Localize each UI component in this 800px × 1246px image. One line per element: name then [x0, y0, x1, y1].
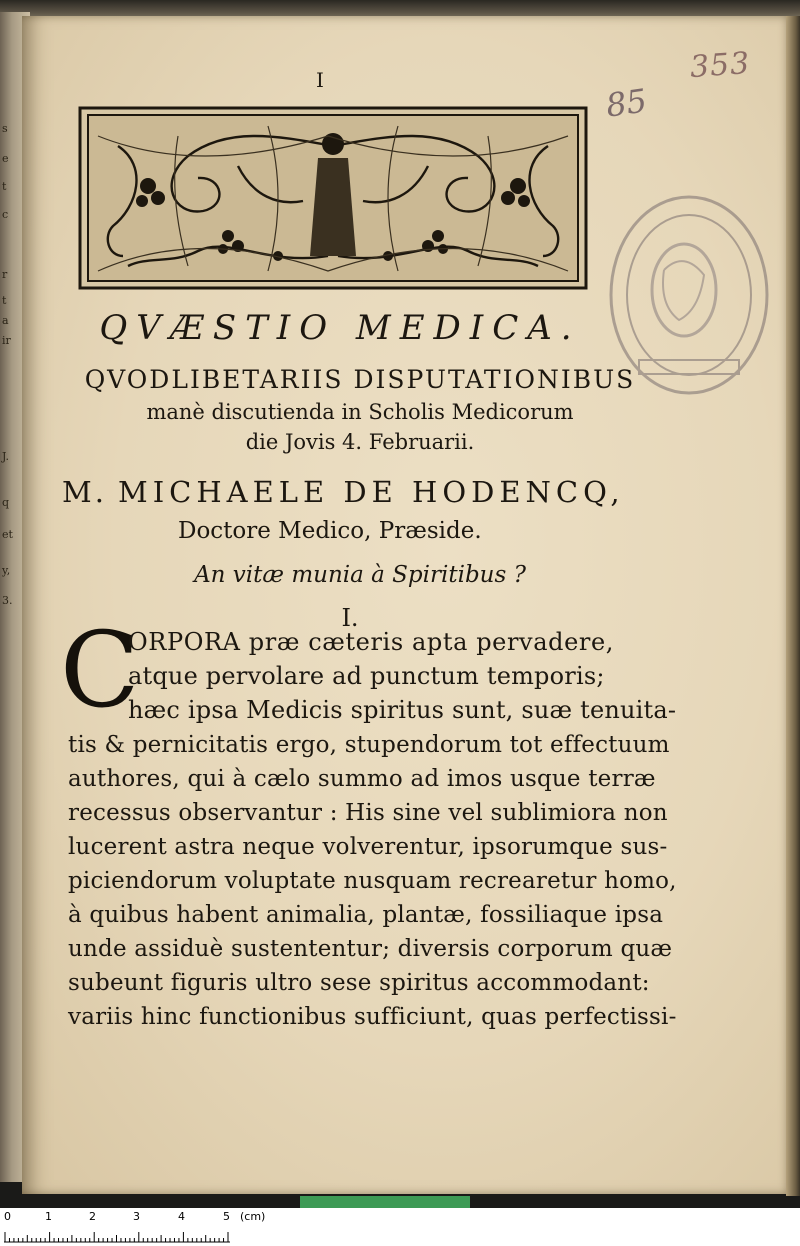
- disputation-line: QVODLIBETARIIS DISPUTATIONIBUS: [84, 365, 636, 394]
- body-line: tis & pernicitatis ergo, stupendorum tot effectuum: [68, 732, 670, 758]
- ruler-label: 5: [223, 1210, 230, 1223]
- body-line: piciendorum voluptate nusquam recrearetur homo,: [68, 868, 677, 894]
- ruler-unit-label: (cm): [240, 1210, 266, 1223]
- prev-page-fragment: e: [2, 152, 9, 165]
- prev-page-fragment: r: [2, 268, 8, 281]
- body-line: à quibus habent animalia, plantæ, fossiliaque ipsa: [68, 902, 664, 928]
- prev-page-fragment: J.: [2, 450, 10, 463]
- prev-page-fragment: a: [2, 314, 9, 327]
- ruler-ticks: [0, 1224, 240, 1244]
- question-line: An vitæ munia à Spiritibus ?: [194, 562, 526, 588]
- prev-page-fragment: s: [2, 122, 8, 135]
- ruler-label: 1: [45, 1210, 52, 1223]
- prev-page-fragment: c: [2, 208, 9, 221]
- ruler-label: 2: [89, 1210, 96, 1223]
- handwritten-number: 85: [603, 81, 650, 125]
- body-line: lucerent astra neque volverentur, ipsorumque sus-: [68, 834, 668, 860]
- venue-line: manè discutienda in Scholis Medicorum: [146, 400, 574, 424]
- ruler-label: 3: [133, 1210, 140, 1223]
- quaestio-medica-heading: QVÆSTIO MEDICA.: [99, 308, 581, 348]
- body-line: recessus observantur : His sine vel sublimiora non: [68, 800, 668, 826]
- ruler-label: 4: [178, 1210, 185, 1223]
- body-line: hæc ipsa Medicis spiritus sunt, suæ tenuita-: [128, 696, 677, 724]
- prev-page-fragment: ir: [2, 334, 11, 347]
- book-right-edge: [786, 16, 800, 1196]
- section-numeral: I.: [341, 604, 359, 632]
- handwritten-folio-number: 353: [688, 45, 752, 86]
- praeses-title: Doctore Medico, Præside.: [178, 518, 482, 544]
- body-line: authores, qui à cælo summo ad imos usque terræ: [68, 766, 656, 792]
- scale-ruler: [0, 1208, 800, 1246]
- prev-page-fragment: 3.: [2, 594, 13, 607]
- drop-capital: C: [60, 609, 140, 731]
- magister-abbrev: M.: [62, 475, 107, 509]
- scan-color-strip: [300, 1196, 470, 1208]
- body-line: subeunt figuris ultro sese spiritus accommodant:: [68, 970, 650, 996]
- woodcut-ornament: [78, 106, 588, 290]
- prev-page-fragment: t: [2, 294, 7, 307]
- prev-page-fragment: et: [2, 528, 13, 541]
- prev-page-fragment: q: [2, 496, 10, 509]
- ruler-label: 0: [4, 1210, 11, 1223]
- prev-page-fragment: y,: [2, 564, 11, 577]
- body-line: atque pervolare ad punctum temporis;: [128, 662, 605, 690]
- body-line: unde assiduè sustententur; diversis corporum quæ: [68, 936, 673, 962]
- prev-page-fragment: t: [2, 180, 7, 193]
- date-line: die Jovis 4. Februarii.: [245, 430, 475, 454]
- body-line: ORPORA præ cæteris apta pervadere,: [128, 628, 614, 656]
- page-number: I: [316, 68, 324, 92]
- body-line: variis hinc functionibus sufficiunt, quas perfectissi-: [68, 1004, 677, 1030]
- praeses-name: MICHAELE DE HODENCQ,: [118, 475, 625, 509]
